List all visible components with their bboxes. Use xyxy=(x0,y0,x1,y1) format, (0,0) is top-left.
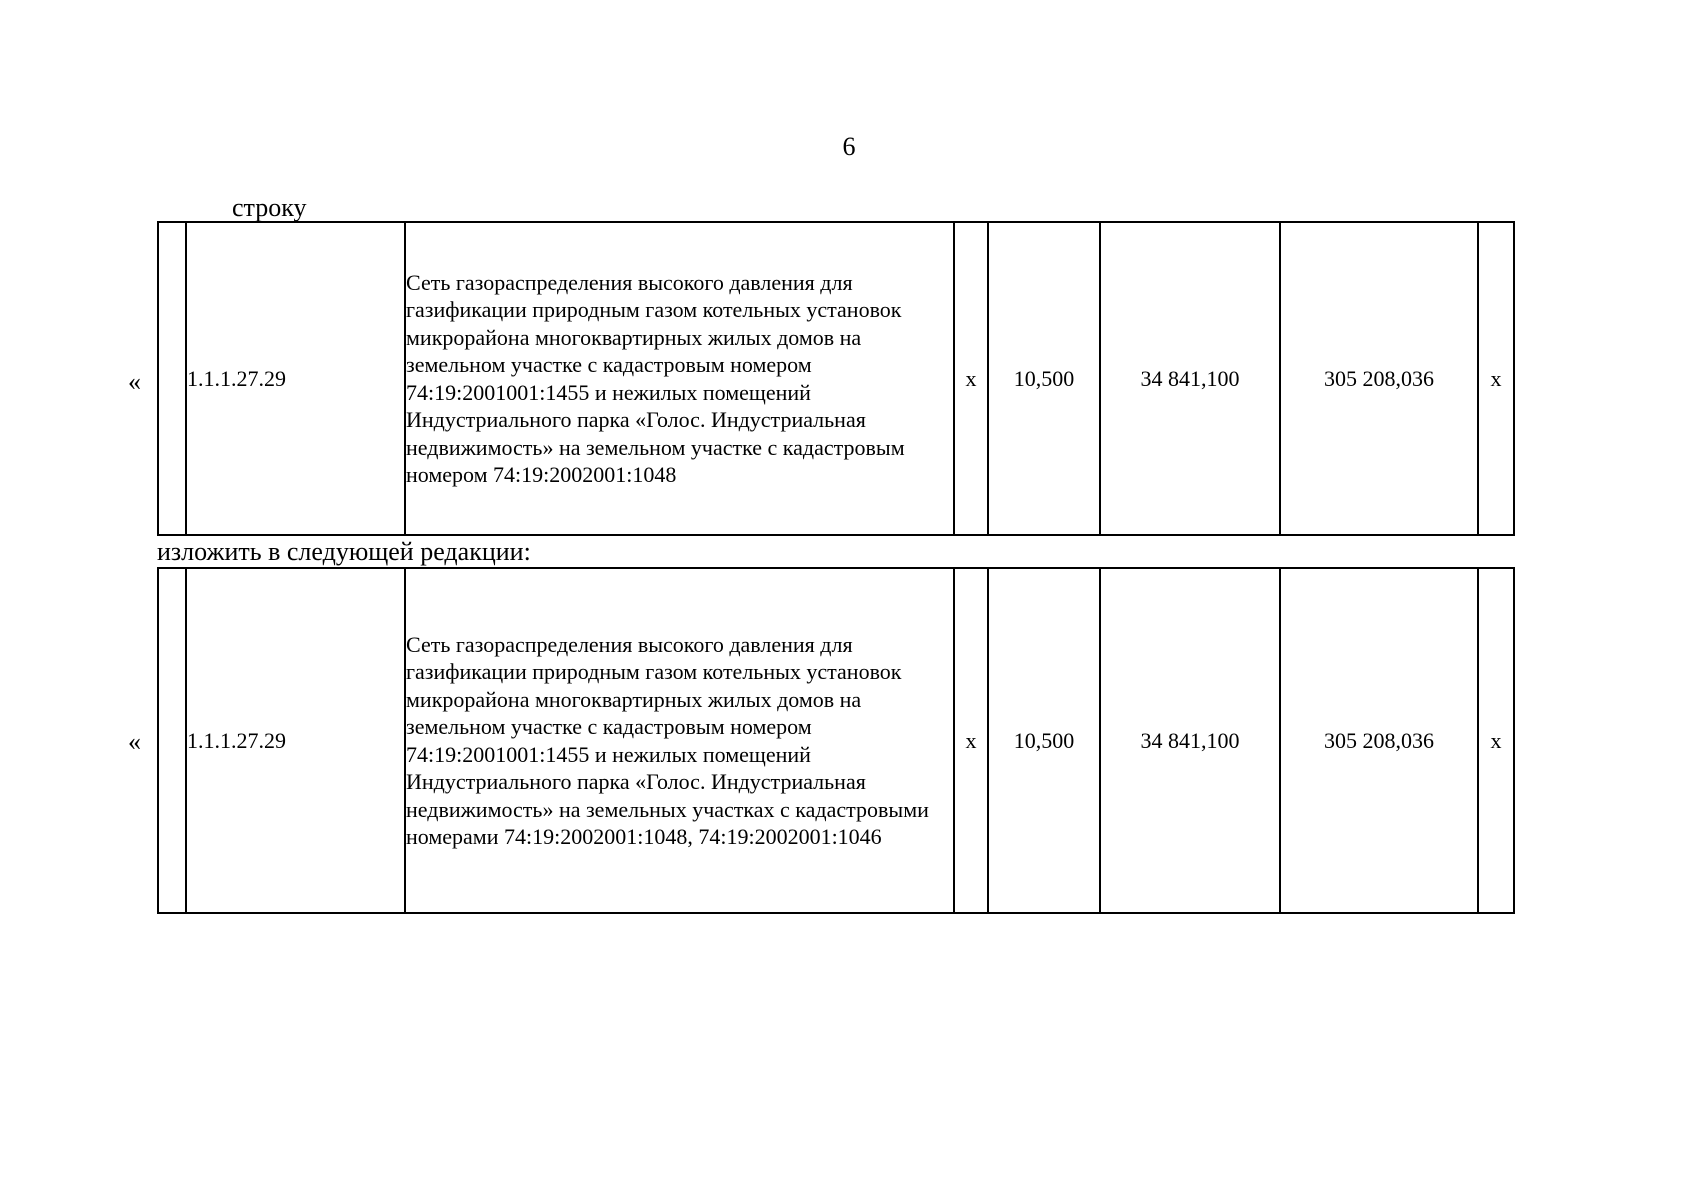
table-new-row xyxy=(157,567,1515,914)
row-value-1: 10,500 xyxy=(988,568,1100,913)
table-old-row xyxy=(157,221,1515,536)
page-number: 6 xyxy=(842,132,856,161)
row-value-1: 10,500 xyxy=(988,222,1100,535)
row-code: 1.1.1.27.29 xyxy=(186,222,405,535)
row-mark-2: x xyxy=(1478,568,1514,913)
row-code: 1.1.1.27.29 xyxy=(186,568,405,913)
row-value-3: 305 208,036 xyxy=(1280,222,1478,535)
row-mark-2: x xyxy=(1478,222,1514,535)
opening-quote-new: « xyxy=(128,727,141,756)
blank-cell xyxy=(158,222,186,535)
row-name: Сеть газораспределения высокого давления для газификации природным газом котельных установок микрорайона многоквартирных жилых домов на земельном участке с кадастровым номером 74:19:2001001:1455 и нежилых помещений Индустриального парка «Голос. Индустриальная недвижимость» на земельных участках с кадастровыми номерами 74:19:2002001:1048, 74:19:2002001:1046 xyxy=(405,568,954,913)
section-label-old: строку xyxy=(232,193,307,222)
blank-cell xyxy=(158,568,186,913)
table-row xyxy=(158,568,1514,913)
opening-quote-old: « xyxy=(128,367,141,396)
row-name: Сеть газораспределения высокого давления для газификации природным газом котельных установок микрорайона многоквартирных жилых домов на земельном участке с кадастровым номером 74:19:2001001:1455 и нежилых помещений Индустриального парка «Голос. Индустриальная недвижимость» на земельном участке с кадастровым номером 74:19:2002001:1048 xyxy=(405,222,954,535)
row-mark-1: x xyxy=(954,222,988,535)
row-mark-1: x xyxy=(954,568,988,913)
row-value-2: 34 841,100 xyxy=(1100,568,1280,913)
table-row xyxy=(158,222,1514,535)
row-value-2: 34 841,100 xyxy=(1100,222,1280,535)
section-label-new: изложить в следующей редакции: xyxy=(157,537,531,566)
row-value-3: 305 208,036 xyxy=(1280,568,1478,913)
